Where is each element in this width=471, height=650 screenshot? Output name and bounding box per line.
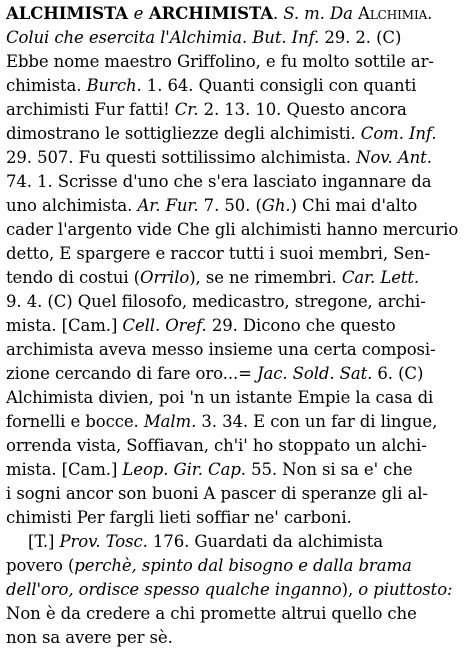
text-line [6,410,465,434]
text-segment: ), [341,580,359,599]
text-line [6,506,465,530]
text-segment: Cell. Oref. [122,316,207,335]
text-line [6,626,465,650]
text-line [6,242,465,266]
text-segment: non sa avere per sè. [6,628,173,647]
text-line [6,314,465,338]
text-line [6,338,465,362]
text-line [6,530,465,554]
text-line [6,146,465,170]
text-segment: Prov. Tosc. [59,532,148,551]
text-line [6,98,465,122]
text-segment: . [272,4,284,23]
text-segment: povero ( [6,556,75,575]
text-line [6,290,465,314]
text-segment: Orrilo [140,268,190,287]
headword: ARCHIMISTA [143,4,273,23]
text-segment: orrenda vista, Soffiavan, ch'i' ho stoppato un alchi- [6,436,427,455]
text-segment: Malm. [143,412,197,431]
text-line [6,482,465,506]
text-segment: dell'oro, ordisce spesso qualche inganno [6,580,342,599]
text-line [6,74,465,98]
text-segment: o piuttosto: [358,580,453,599]
text-segment: archimista aveva messo insieme una certa composi- [6,340,436,359]
text-segment: detto, E spargere e raccor tutti i suoi membri, Sen- [6,244,431,263]
dictionary-entry [6,2,465,650]
text-line [6,26,465,50]
text-segment: 7. 50. ( [198,196,262,215]
text-segment: chimisti Per fargli lieti soffiar ne' carboni. [6,508,352,527]
text-segment: [T.] [28,532,60,551]
text-segment: Com. Inf. [360,124,437,143]
text-segment: Non è da credere a chi promette altrui quello che [6,604,417,623]
text-segment: Leop. Gir. Cap. [122,460,246,479]
text-segment: 2. 13. 10. Questo ancora [198,100,407,119]
text-segment: ), se ne rimembri. [189,268,342,287]
headword: ALCHIMISTA [6,4,134,23]
text-segment: . [427,4,433,23]
text-segment: cader l'argento vide Che gli alchimisti hanno mercurio [6,220,459,239]
text-segment: fornelli e bocce. [6,412,144,431]
text-segment: Jac. Sold. Sat. [256,364,373,383]
text-segment: 29. 2. (C) [319,28,402,47]
text-line [6,386,465,410]
text-segment: 1. 64. Quanti consigli con quanti [141,76,417,95]
text-segment: Alchimia [358,4,428,23]
text-line [6,602,465,626]
text-segment: 3. 34. E con un far di lingue, [196,412,438,431]
text-line [6,434,465,458]
text-line [6,170,465,194]
text-segment: 29. Dicono che questo [206,316,396,335]
text-segment: zione cercando di fare oro...= [6,364,257,383]
text-segment: Ar. Fur. [137,196,199,215]
text-segment: 29. 507. Fu questi sottilissimo alchimista. [6,148,357,167]
text-line [6,2,465,26]
text-segment: i sogni ancor son buoni A pascer di speranze gli al- [6,484,428,503]
text-segment: ) Chi mai d'alto [290,196,418,215]
text-segment: Ebbe nome maestro Griffolino, e fu molto sottile ar- [6,52,434,71]
text-segment: Gh. [261,196,291,215]
text-segment: 6. (C) [372,364,424,383]
text-segment: tendo di costui ( [6,268,141,287]
text-segment: Car. Lett. [341,268,420,287]
text-line [6,554,465,578]
text-line [6,362,465,386]
text-segment: mista. [Cam.] [6,460,123,479]
text-segment: uno alchimista. [6,196,138,215]
text-segment: dimostrano le sottigliezze degli alchimisti. [6,124,361,143]
text-line [6,266,465,290]
text-segment: Nov. Ant. [356,148,432,167]
text-segment: chimista. [6,76,87,95]
text-segment: 176. Guardati da alchimista [147,532,384,551]
text-line [6,578,465,602]
text-segment: S. m. Da [283,4,358,23]
text-segment: 74. 1. Scrisse d'uno che s'era lasciato ingannare da [6,172,432,191]
text-line [6,458,465,482]
text-segment: 9. 4. (C) Quel filosofo, medicastro, stregone, archi- [6,292,426,311]
text-segment: Colui che esercita l'Alchimia. But. Inf. [6,28,320,47]
text-line [6,50,465,74]
text-line [6,218,465,242]
text-line [6,194,465,218]
text-segment: archimisti Fur fatti! [6,100,175,119]
text-segment: e [133,4,144,23]
text-segment: 55. Non si sa e' che [245,460,413,479]
text-segment: Cr. [174,100,199,119]
text-segment: Alchimista divien, poi 'n un istante Empie la casa di [6,388,434,407]
text-segment: mista. [Cam.] [6,316,123,335]
text-segment: perchè, spinto dal bisogno e dalla brama [74,556,412,575]
text-segment: Burch. [86,76,142,95]
text-line [6,122,465,146]
